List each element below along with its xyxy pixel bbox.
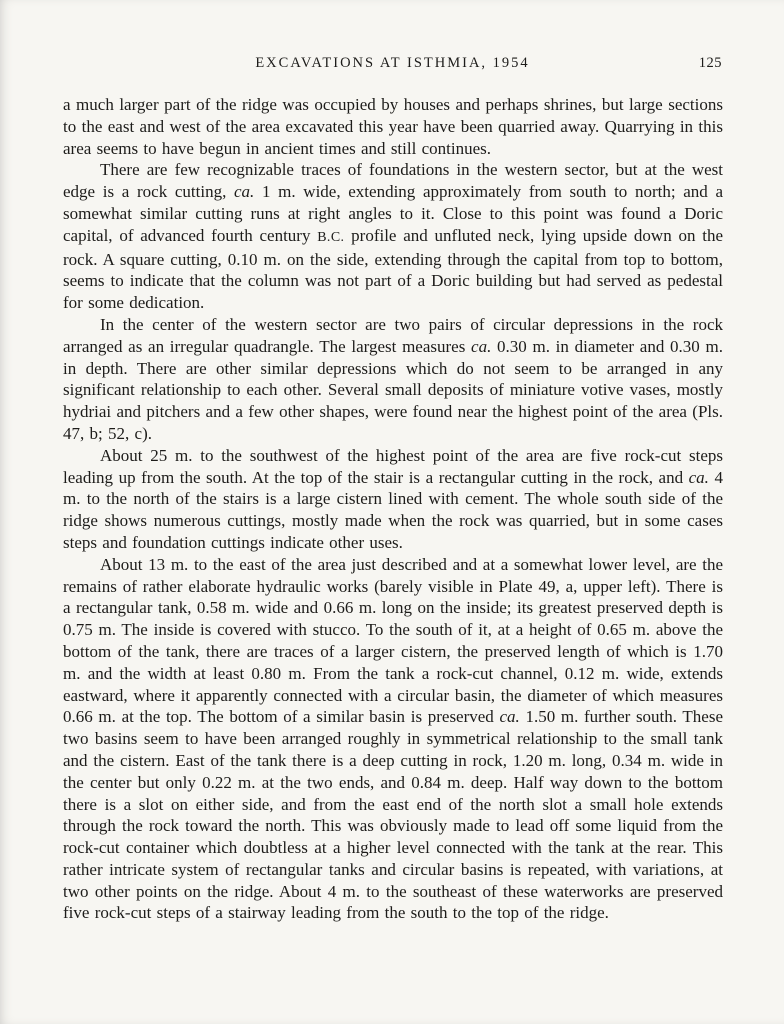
text-run: a much larger part of the ridge was occupied by houses and perhaps shrines, but large sections to the east and west of the area excavated this year have been quarried away. Quarrying in this area seems to have begun in ancient times and still continues. xyxy=(63,95,723,158)
paragraph xyxy=(63,554,723,925)
text-run: In the center of the western sector are two pairs of circular depressions in the rock arranged as an irregular quadrangle. The largest measures xyxy=(63,314,723,356)
text-run: profile and unfluted neck, lying upside down on the rock. A square cutting, 0.10 m. on the side, extending through the capital from top to bottom, seems to indicate that the column was not part of a Doric building but had served as pedestal for some dedication. xyxy=(63,225,723,313)
text-run: 1.50 m. further south. These two basins seem to have been arranged roughly in symmetrical relationship to the small tank and the cistern. East of the tank there is a deep cutting in rock, 1.20 m. long, 0.34 m. wide in the center but only 0.22 m. at the two ends, and 0.84 m. deep. Half way down to the bottom there is a slot on either side, and from the east end of the north slot a small hole extends through the rock toward the north. This was obviously made to lead off some liquid from the rock-cut container which doubtless at a higher level connected with the tank at the rear. This rather intricate system of rectangular tanks and circular basins is repeated, with variations, at two other points on the ridge. About 4 m. to the southeast of these waterworks are preserved five rock-cut steps of a stairway leading from the south to the top of the ridge. xyxy=(63,707,723,923)
text-run: About 25 m. to the southwest of the highest point of the area are five rock-cut steps leading up from the south. At the top of the stair is a rectangular cutting in the rock, and xyxy=(63,445,723,487)
text-run: 1 m. wide, extending approximately from south to north; and a somewhat similar cutting runs at right angles to it. Close to this point was found a Doric capital, of advanced fourth century xyxy=(63,182,723,245)
page-number: 125 xyxy=(698,55,722,71)
paragraph xyxy=(63,94,723,159)
italic-text: ca. xyxy=(688,467,709,487)
paragraph xyxy=(63,314,723,445)
smallcaps-text: B.C. xyxy=(317,229,345,245)
italic-text: ca. xyxy=(234,182,255,202)
italic-text: ca. xyxy=(471,336,492,356)
page-body xyxy=(63,94,723,924)
paragraph xyxy=(63,159,723,314)
running-head: EXCAVATIONS AT ISTHMIA, 1954 xyxy=(255,55,530,71)
text-run: About 13 m. to the east of the area just described and at a somewhat lower level, are the remains of rather elaborate hydraulic works (barely visible in Plate 49, a, upper left). There is a rectangular tank, 0.58 m. wide and 0.66 m. long on the inside; its greatest preserved depth is 0.75 m. The inside is covered with stucco. To the south of it, at a height of 0.65 m. above the bottom of the tank, there are traces of a larger cistern, the preserved length of which is 1.70 m. and the width at least 0.80 m. From the tank a rock-cut channel, 0.12 m. wide, extends eastward, where it apparently connected with a circular basin, the diameter of which measures 0.66 m. at the top. The bottom of a similar basin is preserved xyxy=(63,554,723,727)
text-run: 0.30 m. in diameter and 0.30 m. in depth. There are other similar depressions which do not seem to be arranged in any significant relationship to each other. Several small deposits of miniature votive vases, mostly hydriai and pitchers and a few other shapes, were found near the highest point of the area (Pls. 47, b; 52, c). xyxy=(63,336,723,443)
text-run: There are few recognizable traces of foundations in the western sector, but at the west edge is a rock cutting, xyxy=(63,160,723,202)
text-run: 4 m. to the north of the stairs is a large cistern lined with cement. The whole south side of the ridge shows numerous cuttings, mostly made when the rock was quarried, but in some cases steps and foundation cuttings indicate other uses. xyxy=(63,467,723,552)
page-header xyxy=(63,55,722,77)
italic-text: ca. xyxy=(499,707,520,727)
paragraph xyxy=(63,445,723,554)
